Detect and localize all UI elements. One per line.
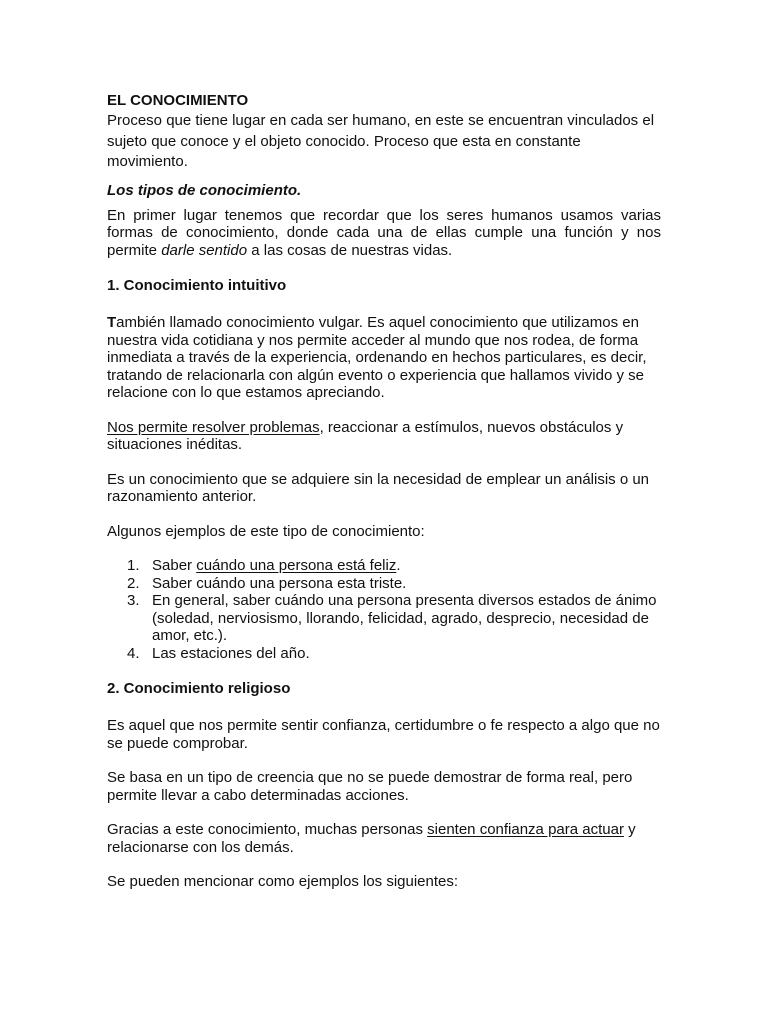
underlined-confianza-actuar: sienten confianza para actuar <box>427 821 624 838</box>
intro-paragraph: Proceso que tiene lugar en cada ser humano, en este se encuentran vinculados el sujeto que conoce y el objeto conocido. Proceso que esta en constante movimiento. <box>107 112 655 170</box>
document-content <box>107 91 661 891</box>
list-item <box>107 645 661 663</box>
list-item-text: Las estaciones del año. <box>152 644 310 662</box>
list-number: 3. <box>127 592 140 609</box>
religioso-paragraph-3-text: Gracias a este conocimiento, muchas personas <box>107 821 428 838</box>
intuitivo-paragraph-2 <box>107 419 661 454</box>
types-heading: Los tipos de conocimiento. <box>107 181 302 199</box>
list-number: 1. <box>127 557 140 574</box>
intuitivo-paragraph-2-text: , reaccionar a estímulos, nuevos obstáculos y situaciones inéditas. <box>107 418 624 453</box>
religioso-paragraph-2: Se basa en un tipo de creencia que no se puede demostrar de forma real, pero permite llevar a cabo determinadas acciones. <box>107 769 633 804</box>
list-number: 2. <box>127 574 140 592</box>
underlined-persona-feliz: cuándo una persona está feliz <box>196 557 397 574</box>
intuitivo-paragraph-4: Algunos ejemplos de este tipo de conocimiento: <box>107 522 425 540</box>
document-title: EL CONOCIMIENTO <box>107 92 249 109</box>
list-item <box>107 592 661 645</box>
religioso-paragraph-3 <box>107 821 661 856</box>
list-item-text: Saber <box>152 557 197 574</box>
examples-list <box>107 557 661 662</box>
underlined-resolver-problemas: Nos permite resolver problemas <box>107 418 320 436</box>
drop-letter: T <box>107 314 117 331</box>
list-item <box>107 557 661 575</box>
section-title-religioso: 2. Conocimiento religioso <box>107 680 291 697</box>
types-intro-text: En primer lugar tenemos que recordar que los seres humanos usamos varias formas de conocimiento, donde cada una de ellas cumple una función y nos permite <box>107 206 661 259</box>
intuitivo-paragraph-1 <box>107 314 661 402</box>
intuitivo-paragraph-1-text: ambién llamado conocimiento vulgar. Es aquel conocimiento que utilizamos en nuestra vida cotidiana y nos permite acceder al mundo que nos rodea, de forma inmediata a través de la experiencia, ordenando en hechos particulares, es decir, tratando de relacionarla con algún evento o experiencia que hallamos vivido y se relacione con lo que estamos apreciando. <box>107 314 647 401</box>
list-item-text-end: . <box>396 557 401 574</box>
emphasis-darle-sentido: darle sentido <box>161 241 248 259</box>
religioso-paragraph-1: Es aquel que nos permite sentir confianza, certidumbre o fe respecto a algo que no se puede comprobar. <box>107 717 660 752</box>
list-number: 4. <box>127 644 140 662</box>
list-item-text: En general, saber cuándo una persona presenta diversos estados de ánimo (soledad, nerviosismo, llorando, felicidad, agrado, desprecio, necesidad de amor, etc.). <box>152 592 657 644</box>
types-intro-text-end: a las cosas de nuestras vidas. <box>247 241 453 259</box>
section-title-intuitivo: 1. Conocimiento intuitivo <box>107 277 287 294</box>
intuitivo-paragraph-3: Es un conocimiento que se adquiere sin la necesidad de emplear un análisis o un razonamiento anterior. <box>107 470 650 505</box>
list-item <box>107 575 661 593</box>
religioso-paragraph-3-text-end: y relacionarse con los demás. <box>107 821 636 856</box>
types-intro-paragraph <box>107 207 661 260</box>
list-item-text: Saber cuándo una persona esta triste. <box>152 574 407 592</box>
religioso-paragraph-4: Se pueden mencionar como ejemplos los siguientes: <box>107 873 459 890</box>
